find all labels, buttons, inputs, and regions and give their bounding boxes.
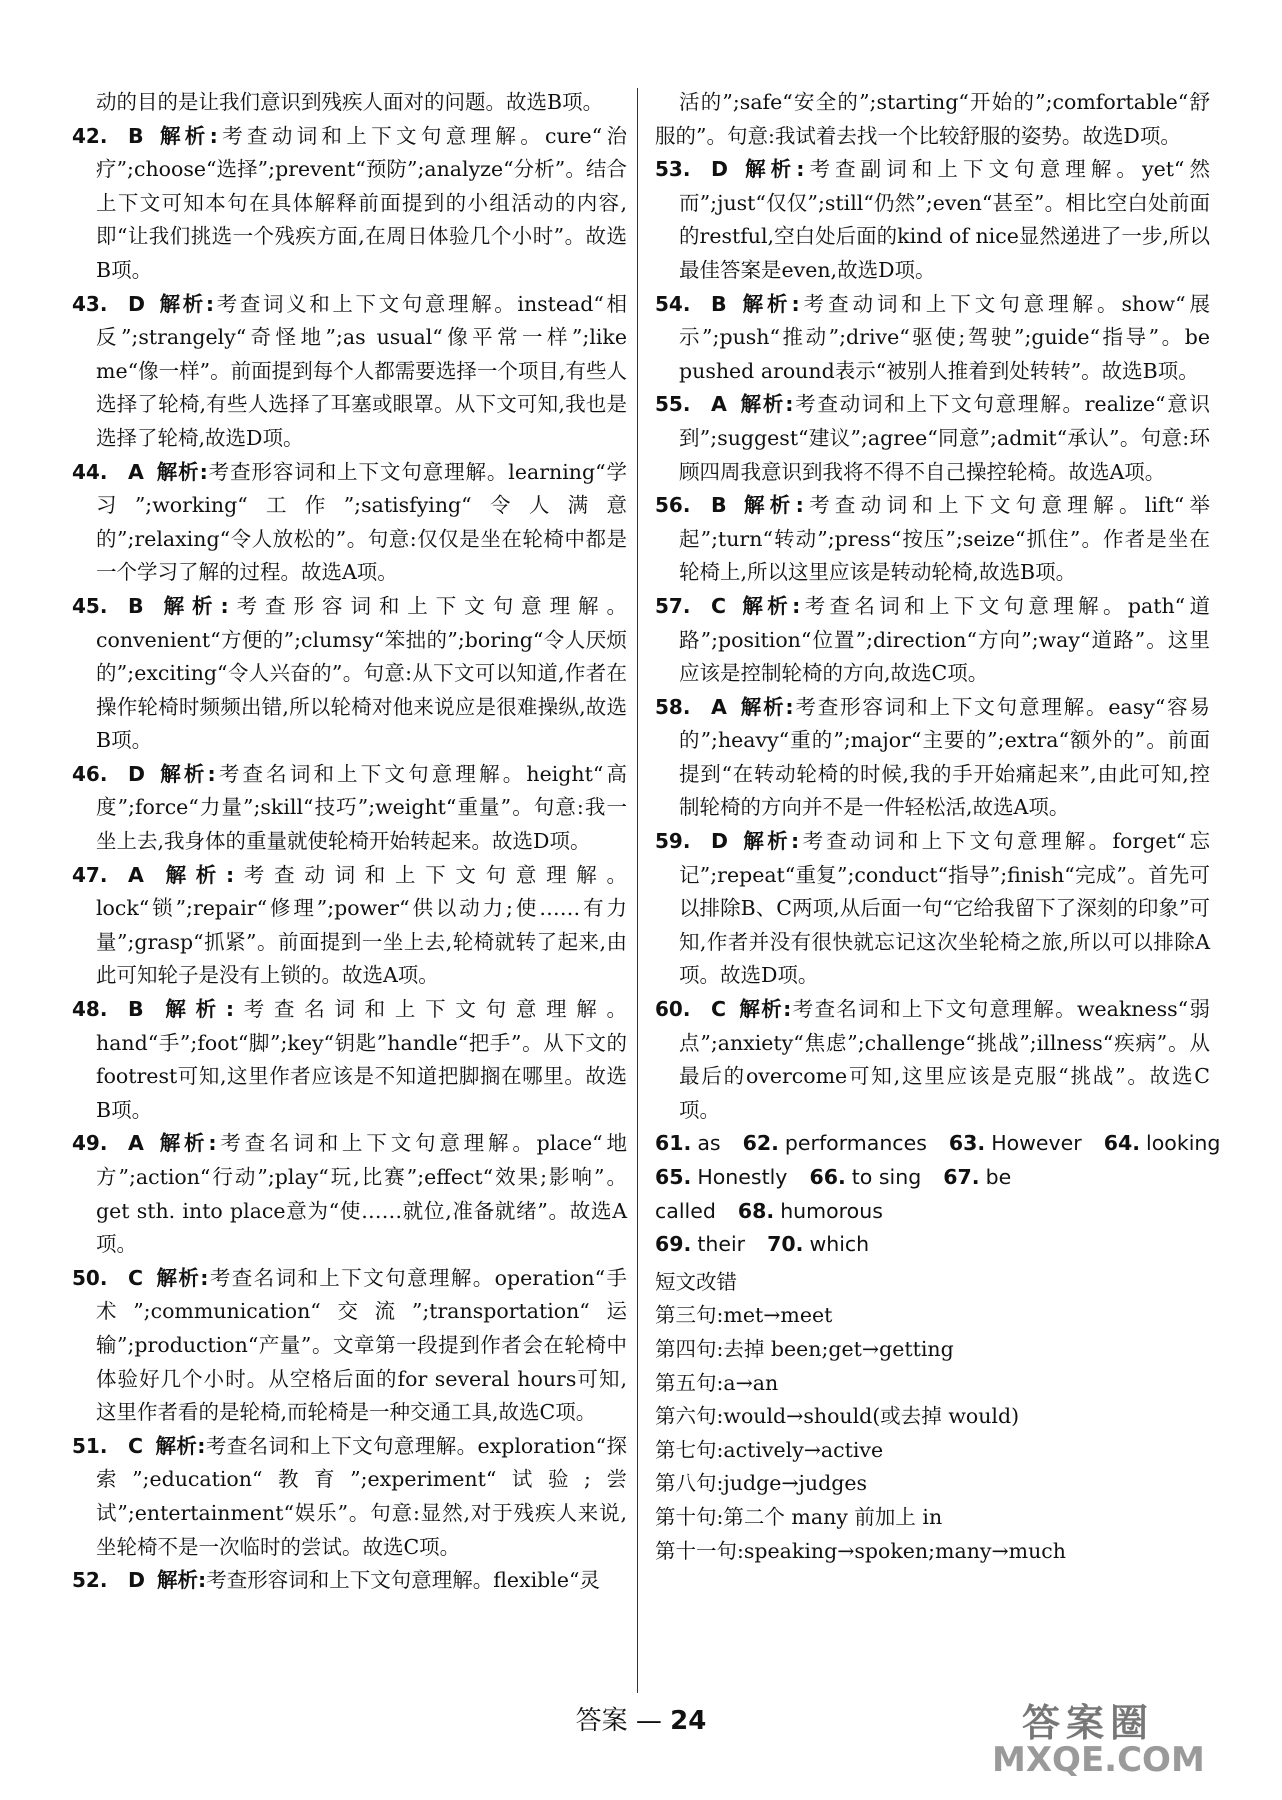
analysis-text: 考查动词和上下文句意理解。lift“举起”;turn“转动”;press“按压”;seize“抓住”。作者是坐在轮椅上,所以这里应该是转动轮椅,故选B项。	[679, 493, 1210, 585]
answer-item	[72, 1564, 627, 1598]
analysis-text: 考查名词和上下文句意理解。hand“手”;foot“脚”;key“钥匙”handle“把手”。从下文的footrest可知,这里作者应该是不知道把脚搁在哪里。故选B项。	[96, 997, 628, 1122]
answer-letter: D	[128, 291, 146, 316]
watermark-url: MXQE.COM	[992, 1740, 1205, 1780]
fill-blank-row	[655, 1127, 1221, 1161]
analysis-label: 解析:	[738, 694, 794, 719]
question-number: 55.	[655, 392, 691, 417]
question-number: 53.	[655, 157, 691, 182]
answer-letter: C	[128, 1265, 144, 1290]
blank-number: 66.	[809, 1165, 846, 1189]
answer-letter: A	[711, 392, 727, 417]
answer-item	[655, 993, 1210, 1127]
answer-item	[655, 825, 1210, 993]
fill-blank-answer	[743, 1131, 927, 1155]
blank-word: looking	[1146, 1131, 1221, 1156]
footer-dash: —	[635, 1706, 662, 1736]
question-number: 47.	[72, 862, 108, 887]
fill-blank-answers	[655, 1127, 1221, 1261]
watermark-logo	[992, 1692, 1252, 1782]
question-number: 54.	[655, 291, 691, 316]
left-intro: 动的目的是让我们意识到残疾人面对的问题。故选B项。	[96, 90, 604, 114]
fill-blank-answer	[738, 1199, 883, 1223]
left-column	[72, 86, 627, 1598]
correction-line: 第三句:met→meet	[655, 1303, 833, 1328]
answer-item	[72, 120, 627, 288]
blank-word: However	[991, 1131, 1082, 1156]
analysis-label: 解析:	[155, 1131, 217, 1156]
question-number: 45.	[72, 593, 108, 618]
blank-number: 69.	[655, 1232, 692, 1257]
answer-item	[72, 590, 627, 758]
answer-item	[655, 590, 1210, 691]
question-number: 49.	[72, 1131, 108, 1156]
blank-number: 70.	[767, 1232, 804, 1257]
question-number: 44.	[72, 459, 108, 484]
correction-line: 第十句:第二个 many 前加上 in	[655, 1504, 943, 1529]
answer-item	[72, 1262, 627, 1430]
correction-line: 第六句:would→should(或去掉 would)	[655, 1404, 1020, 1429]
blank-word: to sing	[851, 1165, 922, 1189]
analysis-label: 解析:	[740, 829, 800, 854]
analysis-label: 解析:	[738, 593, 801, 618]
answer-item	[655, 388, 1210, 489]
question-number: 57.	[655, 593, 691, 618]
analysis-label: 解析:	[155, 1265, 209, 1290]
correction-list	[655, 1299, 1210, 1568]
analysis-text: 考查形容词和上下文句意理解。learning“学习”;working“工作”;satisfying“令人满意的”;relaxing“令人放松的”。句意:仅仅是坐在轮椅中都是一个学习了解的过程。故选A项。	[96, 459, 627, 585]
analysis-text: 考查形容词和上下文句意理解。easy“容易的”;heavy“重的”;major“主要的”;extra“额外的”。前面提到“在转动轮椅的时候,我的手开始痛起来”,由此可知,控制轮椅的方向并不是一件轻松活,故选A项。	[679, 694, 1210, 820]
analysis-text: 考查名词和上下文句意理解。exploration“探索”;education“教育”;experiment“试验;尝试”;entertainment“娱乐”。句意:显然,对于残疾人来说,坐轮椅不是一次临时的尝试。故选C项。	[96, 1433, 627, 1559]
analysis-text: 考查名词和上下文句意理解。height“高度”;force“力量”;skill“技巧”;weight“重量”。句意:我一坐上去,我身体的重量就使轮椅开始转起来。故选D项。	[96, 761, 627, 854]
blank-word: their	[697, 1232, 746, 1257]
correction-line: 第四句:去掉 been;get→getting	[655, 1336, 954, 1361]
fill-blank-answer	[949, 1131, 1082, 1155]
analysis-label: 解析:	[155, 997, 235, 1022]
analysis-text: 考查名词和上下文句意理解。weakness“弱点”;anxiety“焦虑”;challenge“挑战”;illness“疾病”。从最后的overcome可知,这里应该是克服“挑战”。故选C项。	[679, 997, 1210, 1122]
analysis-text: 考查动词和上下文句意理解。forget“忘记”;repeat“重复”;conduct“指导”;finish“完成”。首先可以排除B、C两项,从后面一句“它给我留下了深刻的印象”可知,作者并没有很快就忘记这次坐轮椅之旅,所以可以排除A项。故选D项。	[679, 829, 1211, 988]
answer-letter: A	[128, 862, 144, 887]
fill-blank-answer	[655, 1165, 787, 1189]
fill-blank-answer	[655, 1232, 745, 1256]
fill-blank-row	[655, 1228, 1210, 1262]
right-answer-list	[655, 153, 1210, 1127]
analysis-text: 考查动词和上下文句意理解。cure“治疗”;choose“选择”;prevent“预防”;analyze“分析”。结合上下文可知本句在具体解释前面提到的小组活动的内容,即“让我们挑选一个残疾方面,在周日体验几个小时”。故选B项。	[96, 123, 627, 282]
fill-blank-answer	[809, 1165, 921, 1189]
fill-blank-answer	[1104, 1131, 1221, 1155]
answer-item	[72, 859, 627, 993]
analysis-label: 解析:	[738, 997, 792, 1022]
answer-item	[72, 1430, 627, 1564]
analysis-label: 解析:	[155, 123, 218, 148]
analysis-label: 解析:	[157, 291, 215, 316]
question-number: 60.	[655, 997, 691, 1022]
analysis-label: 解析:	[155, 862, 235, 887]
analysis-text: 考查名词和上下文句意理解。place“地方”;action“行动”;play“玩,比赛”;effect“效果;影响”。get sth. into place意为“使……就位,准备就绪”。故选A项。	[96, 1131, 627, 1257]
blank-number: 64.	[1103, 1131, 1141, 1156]
fill-blank-answer	[655, 1131, 721, 1155]
answer-letter: B	[711, 493, 727, 518]
analysis-text: 考查动词和上下文句意理解。show“展示”;push“推动”;drive“驱使;驾驶”;guide“指导”。be pushed around表示“被别人推着到处转转”。故选B项。	[679, 291, 1210, 383]
question-number: 46.	[72, 761, 108, 786]
answer-item	[72, 758, 627, 859]
analysis-label: 解析:	[155, 593, 229, 618]
analysis-text: 考查名词和上下文句意理解。operation“手术”;communication“交流”;transportation“运输”;production“产量”。文章第一段提到作者会在轮椅中体验好几个小时。从空格后面的for several hours可知,这里作者看的是轮椅,而轮椅是一种交通工具,故选C项。	[96, 1265, 627, 1425]
page-number: 24	[670, 1706, 707, 1736]
blank-number: 63.	[948, 1131, 986, 1156]
correction-line: 第七句:actively→active	[655, 1437, 884, 1462]
left-answer-list	[72, 120, 627, 1598]
fill-blank-answer	[767, 1232, 869, 1256]
question-number: 52.	[72, 1568, 108, 1593]
question-number: 51.	[72, 1433, 108, 1458]
watermark-title: 答案圈	[1022, 1701, 1155, 1745]
blank-word: humorous	[780, 1198, 883, 1223]
blank-word: performances	[784, 1131, 927, 1156]
answer-item	[72, 456, 627, 590]
blank-number: 65.	[655, 1165, 692, 1189]
footer-label: 答案	[575, 1706, 628, 1736]
blank-number: 61.	[655, 1131, 692, 1156]
blank-number: 62.	[742, 1131, 779, 1156]
analysis-text: 考查名词和上下文句意理解。path“道路”;position“位置”;direction“方向”;way“道路”。这里应该是控制轮椅的方向,故选C项。	[679, 593, 1210, 686]
question-number: 58.	[655, 694, 691, 719]
answer-item	[72, 288, 627, 456]
analysis-label: 解析:	[155, 1433, 206, 1458]
blank-word: which	[809, 1232, 870, 1257]
answer-letter: B	[711, 291, 727, 316]
answer-letter: A	[711, 694, 727, 719]
analysis-text: 考查动词和上下文句意理解。realize“意识到”;suggest“建议”;agree“同意”;admit“承认”。句意:环顾四周我意识到我将不得不自己操控轮椅。故选A项。	[679, 392, 1210, 484]
analysis-label: 解析:	[738, 392, 794, 417]
analysis-text: 考查形容词和上下文句意理解。flexible“灵	[206, 1568, 600, 1593]
answer-letter: B	[128, 593, 144, 618]
column-divider	[637, 88, 638, 1693]
answer-item	[655, 691, 1210, 825]
analysis-text: 考查动词和上下文句意理解。lock“锁”;repair“修理”;power“供以动力;使……有力量”;grasp“抓紧”。前面提到一坐上去,轮椅就转了起来,由此可知轮子是没有上锁的。故选A项。	[96, 862, 627, 988]
answer-letter: A	[128, 459, 144, 484]
correction-title: 短文改错	[655, 1269, 737, 1294]
correction-line: 第五句:a→an	[655, 1370, 779, 1395]
correction-line: 第八句:judge→judges	[655, 1471, 867, 1496]
question-number: 56.	[655, 493, 691, 518]
analysis-text: 考查副词和上下文句意理解。yet“然而”;just“仅仅”;still“仍然”;even“甚至”。相比空白处前面的restful,空白处后面的kind of nice显然递进了一步,所以最佳答案是even,故选D项。	[679, 157, 1210, 282]
blank-number: 68.	[737, 1198, 775, 1223]
answer-item	[655, 153, 1210, 287]
question-number: 59.	[655, 829, 691, 854]
correction-line: 第十一句:speaking→spoken;many→much	[655, 1538, 1066, 1563]
analysis-label: 解析:	[157, 1568, 207, 1593]
answer-letter: D	[711, 829, 729, 854]
question-number: 50.	[72, 1265, 108, 1290]
blank-number: 67.	[943, 1165, 980, 1189]
answer-item	[655, 288, 1210, 389]
analysis-label: 解析:	[738, 291, 800, 316]
answer-letter: C	[128, 1433, 144, 1458]
right-intro: 活的”;safe“安全的”;starting“开始的”;comfortable“舒服的”。句意:我试着去找一个比较舒服的姿势。故选D项。	[655, 90, 1210, 148]
analysis-text: 考查形容词和上下文句意理解。convenient“方便的”;clumsy“笨拙的”;boring“令人厌烦的”;exciting“令人兴奋的”。句意:从下文可以知道,作者在操作轮椅时频频出错,所以轮椅对他来说应是很难操纵,故选B项。	[96, 593, 628, 753]
analysis-label: 解析:	[157, 761, 216, 786]
answer-letter: D	[711, 157, 729, 182]
analysis-label: 解析:	[738, 493, 804, 518]
answer-letter: C	[711, 997, 727, 1022]
answer-letter: B	[128, 123, 144, 148]
blank-word: as	[697, 1131, 721, 1156]
analysis-label: 解析:	[740, 157, 805, 182]
analysis-label: 解析:	[155, 459, 208, 484]
answer-letter: A	[128, 1131, 144, 1156]
question-number: 43.	[72, 291, 108, 316]
answer-letter: D	[128, 761, 146, 786]
answer-letter: D	[128, 1568, 146, 1593]
answer-item	[655, 489, 1210, 590]
blank-word: be called	[655, 1165, 1012, 1223]
right-column	[655, 86, 1221, 1568]
question-number: 42.	[72, 123, 108, 148]
fill-blank-row	[655, 1161, 1210, 1228]
question-number: 48.	[72, 997, 108, 1022]
answer-letter: B	[128, 997, 144, 1022]
answer-item	[72, 993, 627, 1127]
blank-word: Honestly	[697, 1165, 788, 1189]
answer-letter: C	[711, 593, 727, 618]
analysis-text: 考查词义和上下文句意理解。instead“相反”;strangely“奇怪地”;as usual“像平常一样”;like me“像一样”。前面提到每个人都需要选择一个项目,有些人选择了轮椅,有些人选择了耳塞或眼罩。从下文可知,我也是选择了轮椅,故选D项。	[96, 291, 627, 450]
answer-item	[72, 1127, 627, 1261]
